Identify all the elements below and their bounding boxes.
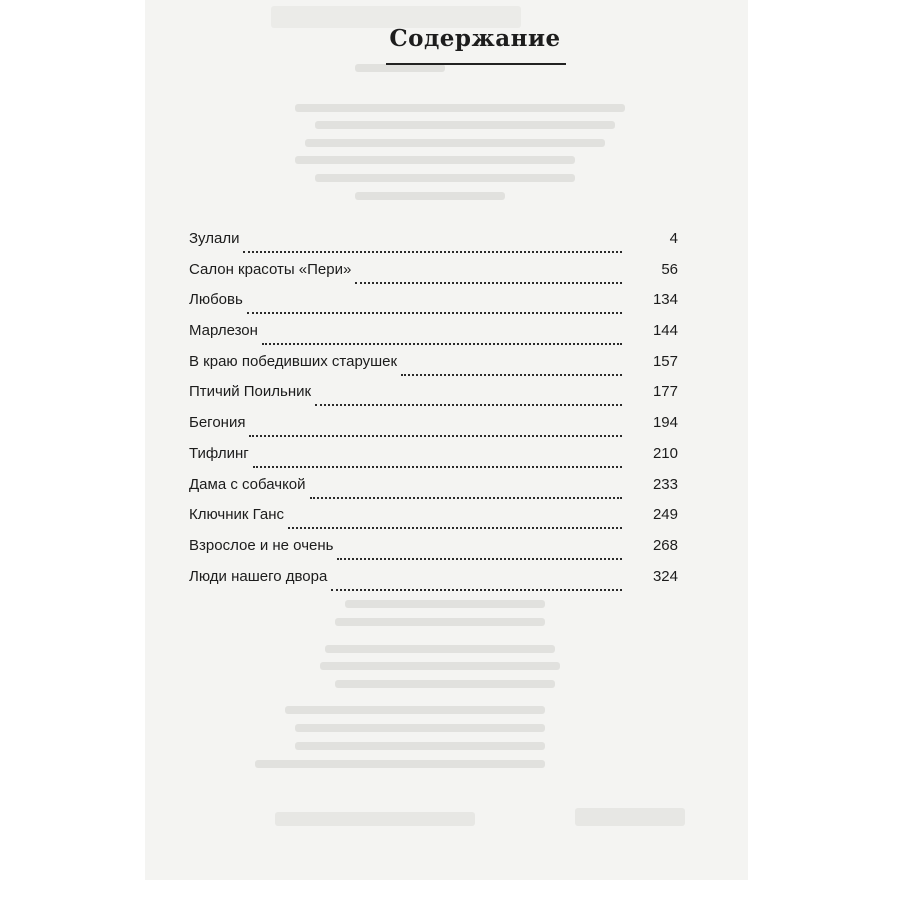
toc-entry[interactable]: [189, 290, 678, 321]
toc-entry-page: 210: [652, 444, 678, 462]
toc-entry-title: Тифлинг: [189, 444, 249, 462]
leader-dots: [337, 544, 622, 560]
book-page: [145, 0, 748, 880]
toc-entry-page: 194: [652, 414, 678, 432]
leader-dots: [331, 575, 622, 591]
toc-entry-page: 268: [652, 536, 678, 554]
toc-entry-page: 233: [652, 475, 678, 493]
leader-dots: [253, 452, 622, 468]
leader-dots: [310, 483, 622, 499]
leader-dots: [249, 421, 622, 437]
toc-entry[interactable]: [189, 352, 678, 383]
toc-entry-title: В краю победивших старушек: [189, 352, 398, 370]
toc-entry-title: Салон красоты «Пери»: [189, 260, 352, 278]
toc-entry-title: Ключник Ганс: [189, 506, 285, 524]
toc-entry-page: 56: [661, 260, 678, 278]
toc-entry-title: Взрослое и не очень: [189, 536, 334, 554]
toc-entry[interactable]: [189, 505, 678, 536]
toc-entry[interactable]: [189, 444, 678, 475]
leader-dots: [401, 360, 622, 376]
toc-entry-title: Марлезон: [189, 322, 258, 340]
toc-entry-page: 144: [652, 322, 678, 340]
title-underline: [386, 63, 566, 65]
leader-dots: [247, 298, 622, 314]
toc-entry-title: Бегония: [189, 414, 246, 432]
toc-entry-title: Дама с собачкой: [189, 475, 306, 493]
toc-entry[interactable]: [189, 321, 678, 352]
leader-dots: [288, 513, 622, 529]
toc-entry-page: 249: [652, 506, 678, 524]
toc-entry[interactable]: [189, 475, 678, 506]
toc-entry-page: 157: [652, 352, 678, 370]
page-title: Содержание: [389, 25, 561, 52]
toc-entry-page: 4: [669, 230, 678, 247]
toc-entry-title: Зулали: [189, 230, 240, 247]
toc-entry-page: 134: [652, 291, 678, 309]
leader-dots: [243, 237, 622, 253]
leader-dots: [315, 390, 622, 406]
leader-dots: [355, 268, 622, 284]
toc-entry-title: Любовь: [189, 291, 243, 309]
toc-entry[interactable]: [189, 382, 678, 413]
toc-entry[interactable]: [189, 229, 678, 260]
table-of-contents: [189, 229, 678, 597]
toc-entry-page: 177: [652, 383, 678, 401]
leader-dots: [262, 329, 622, 345]
toc-entry-title: Птичий Поильник: [189, 383, 312, 401]
toc-entry-page: 324: [652, 567, 678, 585]
toc-entry[interactable]: [189, 260, 678, 291]
toc-entry-title: Люди нашего двора: [189, 567, 328, 585]
toc-entry[interactable]: [189, 567, 678, 598]
heading-box: [382, 19, 568, 59]
toc-entry[interactable]: [189, 413, 678, 444]
toc-entry[interactable]: [189, 536, 678, 567]
